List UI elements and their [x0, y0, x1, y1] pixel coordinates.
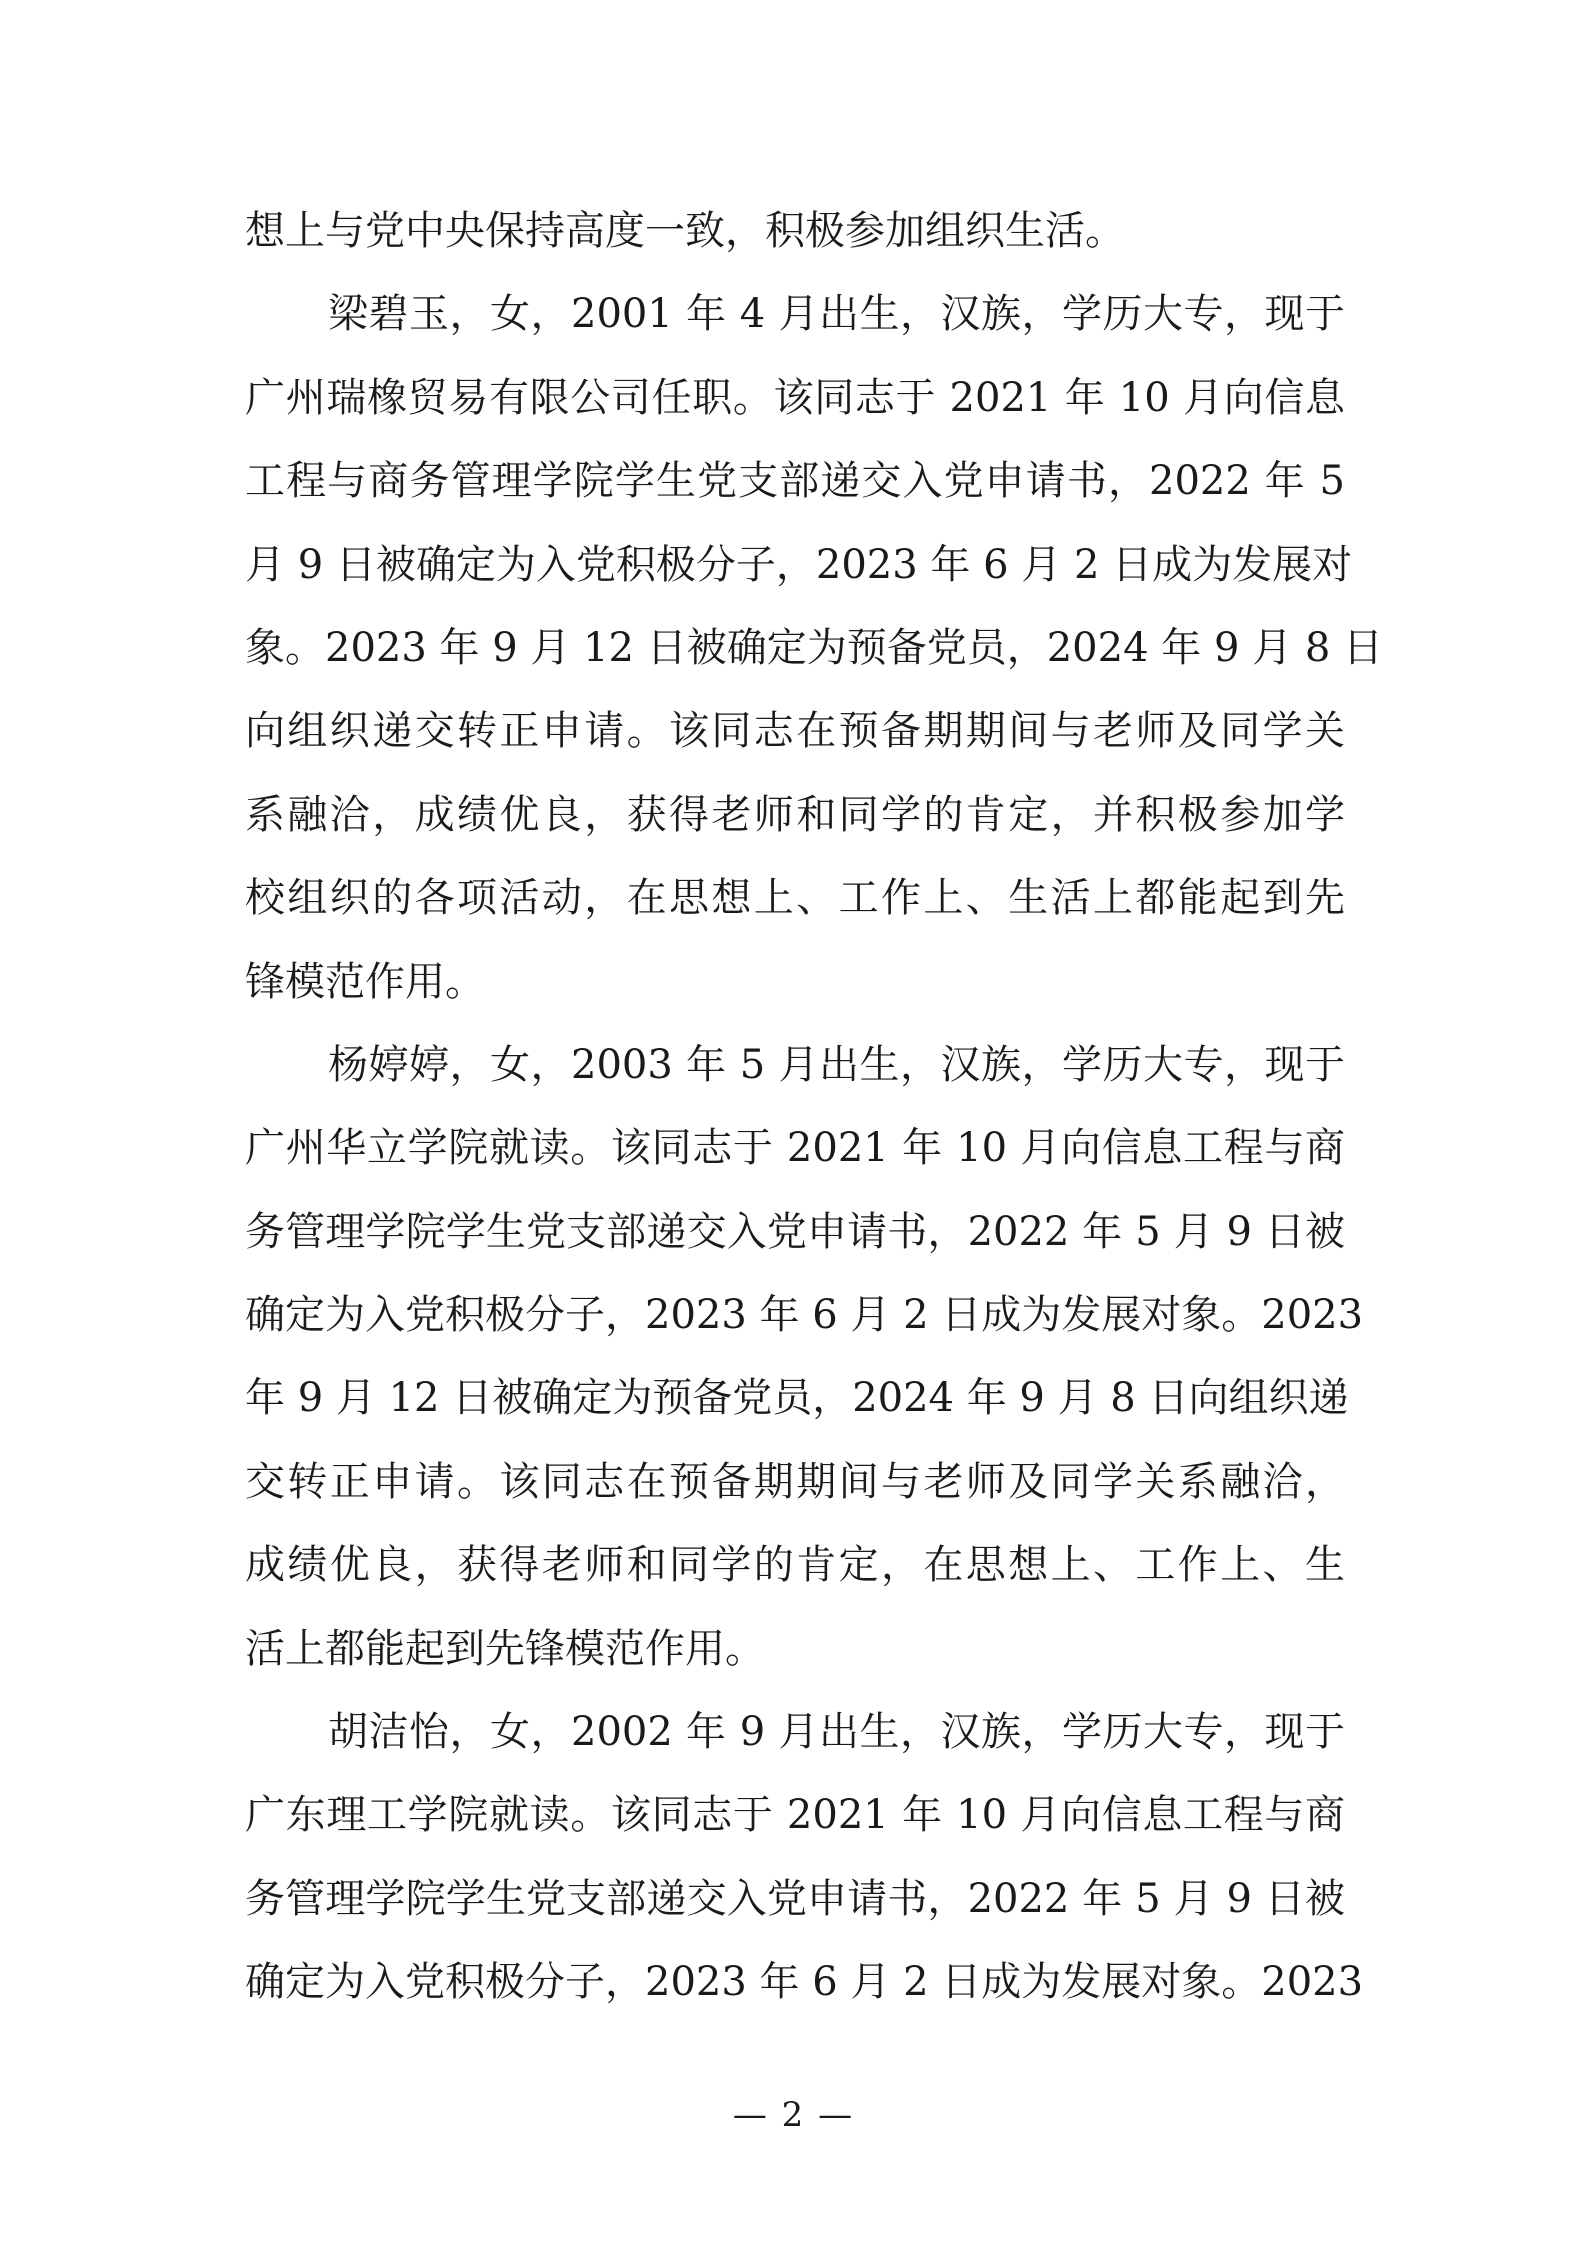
paragraph-start-line: 梁碧玉，女，2001 年 4 月出生，汉族，学历大专，现于	[328, 291, 1345, 338]
paragraph-start-line: 杨婷婷，女，2003 年 5 月出生，汉族，学历大专，现于	[328, 1041, 1345, 1088]
text-line: 工程与商务管理学院学生党支部递交入党申请书，2022 年 5	[245, 458, 1345, 505]
text-line: 确定为入党积极分子，2023 年 6 月 2 日成为发展对象。2023	[245, 1959, 1364, 2006]
text-line: 务管理学院学生党支部递交入党申请书，2022 年 5 月 9 日被	[245, 1875, 1345, 1922]
text-line: 月 9 日被确定为入党积极分子，2023 年 6 月 2 日成为发展对	[245, 541, 1353, 588]
text-line: 象。2023 年 9 月 12 日被确定为预备党员，2024 年 9 月 8 日	[245, 624, 1383, 671]
body-text	[245, 190, 1383, 2025]
text-line: 系融洽，成绩优良，获得老师和同学的肯定，并积极参加学	[245, 791, 1345, 838]
text-line: 交转正申请。该同志在预备期期间与老师及同学关系融洽，	[245, 1458, 1345, 1505]
text-line: 想上与党中央保持高度一致，积极参加组织生活。	[245, 208, 1125, 254]
text-line: 成绩优良，获得老师和同学的肯定，在思想上、工作上、生	[245, 1542, 1345, 1589]
text-line: 向组织递交转正申请。该同志在预备期期间与老师及同学关	[245, 708, 1345, 755]
text-line: 活上都能起到先锋模范作用。	[245, 1625, 765, 1672]
text-line: 广东理工学院就读。该同志于 2021 年 10 月向信息工程与商	[245, 1792, 1345, 1839]
text-line: 务管理学院学生党支部递交入党申请书，2022 年 5 月 9 日被	[245, 1208, 1345, 1255]
text-line: 广州华立学院就读。该同志于 2021 年 10 月向信息工程与商	[245, 1125, 1345, 1172]
page-number: — 2 —	[732, 2095, 855, 2135]
text-line: 锋模范作用。	[245, 958, 485, 1005]
text-line: 广州瑞橡贸易有限公司任职。该同志于 2021 年 10 月向信息	[245, 374, 1345, 421]
text-line: 校组织的各项活动，在思想上、工作上、生活上都能起到先	[245, 875, 1345, 922]
text-line: 年 9 月 12 日被确定为预备党员，2024 年 9 月 8 日向组织递	[245, 1375, 1349, 1422]
text-line: 确定为入党积极分子，2023 年 6 月 2 日成为发展对象。2023	[245, 1292, 1364, 1339]
paragraph-start-line: 胡洁怡，女，2002 年 9 月出生，汉族，学历大专，现于	[328, 1709, 1345, 1756]
